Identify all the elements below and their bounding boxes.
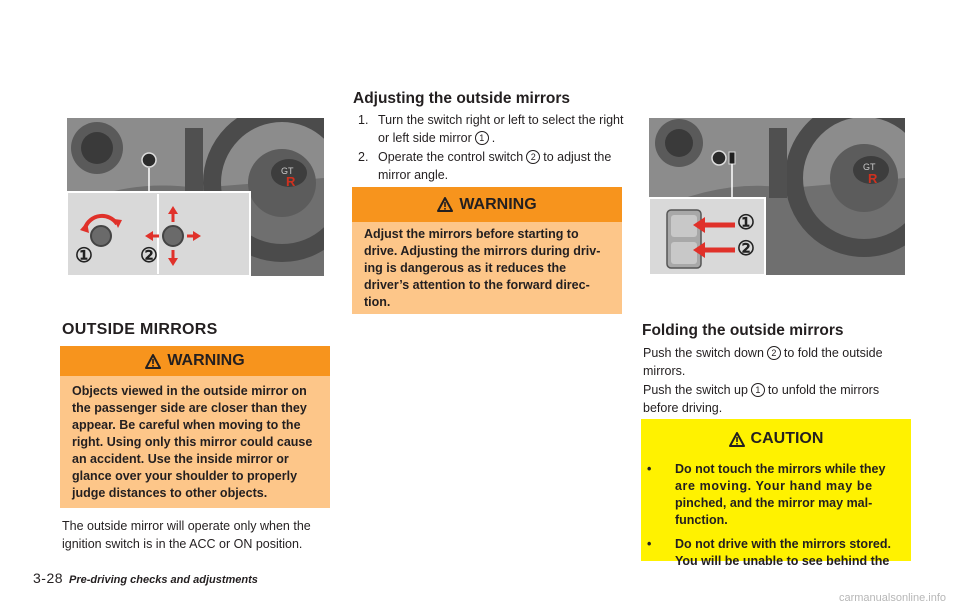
page-footer [33,570,258,586]
svg-text:R: R [868,171,878,186]
outside-mirror-paragraph [62,517,332,553]
caution-title: CAUTION [750,430,824,447]
bullet-dot: • [647,462,652,476]
section-heading-adjusting: Adjusting the outside mirrors [353,90,571,107]
caution-line: are moving. Your hand may be [675,479,873,493]
caution-line: Do not drive with the mirrors stored. [675,537,891,551]
paragraph-text: to fold the outside [783,346,883,360]
ref-number-2: 2 [526,150,540,164]
paragraph-text: Push the switch up [643,383,748,397]
caution-item [647,461,901,529]
warning-box-outside-mirrors [60,346,330,508]
watermark: carmanualsonline.info [838,592,946,604]
warning-header [60,346,330,376]
step-text: or left side mirror [378,131,472,145]
mirror-control-illustration-left [67,118,324,276]
warning-triangle-icon [145,354,161,369]
warning-line: glance over your shoulder to properly [72,469,298,483]
warning-body [352,222,622,314]
warning-body [60,376,330,508]
paragraph-text: mirrors. [643,364,686,378]
warning-line: right. Using only this mirror could cause [72,435,313,449]
callout-2: ② [140,245,158,267]
folding-paragraph-2 [643,381,913,417]
ref-number-2: 2 [767,346,781,360]
callout-1: ① [737,212,755,234]
warning-line: Adjust the mirrors before starting to [364,227,579,241]
warning-line: Objects viewed in the outside mirror on [72,384,307,398]
step-text: Operate the control switch [378,150,524,164]
chapter-title: Pre-driving checks and adjustments [69,574,258,586]
warning-title: WARNING [459,195,537,213]
warning-triangle-icon [437,197,453,212]
step-text: Turn the switch right or left to select the right [378,113,624,127]
ref-number-1: 1 [475,131,489,145]
warning-title: WARNING [167,352,245,369]
svg-text:GT: GT [281,166,294,176]
step-number: 2. [358,150,369,164]
warning-line: tion. [364,295,391,309]
step-text: to adjust the [543,150,612,164]
section-heading-folding: Folding the outside mirrors [642,322,844,339]
svg-text:R: R [286,174,296,189]
paragraph-line: ignition switch is in the ACC or ON position. [62,537,303,551]
step-number: 1. [358,113,369,127]
folding-paragraph-1 [643,344,913,380]
mirror-fold-illustration-right [649,118,905,275]
paragraph-text: before driving. [643,401,723,415]
paragraph-text: to unfold the mirrors [767,383,880,397]
caution-header [641,419,911,459]
svg-text:GT: GT [863,162,876,172]
warning-line: appear. Be careful when moving to the [72,418,301,432]
section-heading-outside-mirrors: OUTSIDE MIRRORS [62,321,218,338]
step-text: . [491,131,496,145]
warning-line: drive. Adjusting the mirrors during driv- [364,244,601,258]
bullet-dot: • [647,537,652,551]
warning-line: an accident. Use the inside mirror or [72,452,289,466]
warning-header [352,187,622,222]
step-text: mirror angle. [378,168,449,182]
caution-box-folding [641,419,911,568]
warning-line: ing is dangerous as it reduces the [364,261,567,275]
caution-line: You will be unable to see behind the [675,554,890,568]
paragraph-text: Push the switch down [643,346,764,360]
caution-line: Do not touch the mirrors while they [675,462,886,476]
caution-list [641,459,911,570]
warning-triangle-icon [729,432,745,447]
caution-line: function. [675,513,728,527]
warning-box-adjusting [352,187,622,314]
callout-1: ① [75,245,93,267]
warning-line: judge distances to other objects. [72,486,268,500]
warning-line: the passenger side are closer than they [72,401,307,415]
caution-item [647,536,901,570]
ref-number-1: 1 [751,383,765,397]
paragraph-line: The outside mirror will operate only when the [62,519,311,533]
caution-line: pinched, and the mirror may mal- [675,496,873,510]
callout-2: ② [737,238,755,260]
warning-line: driver’s attention to the forward direc- [364,278,590,292]
page-number: 3-28 [33,570,64,586]
